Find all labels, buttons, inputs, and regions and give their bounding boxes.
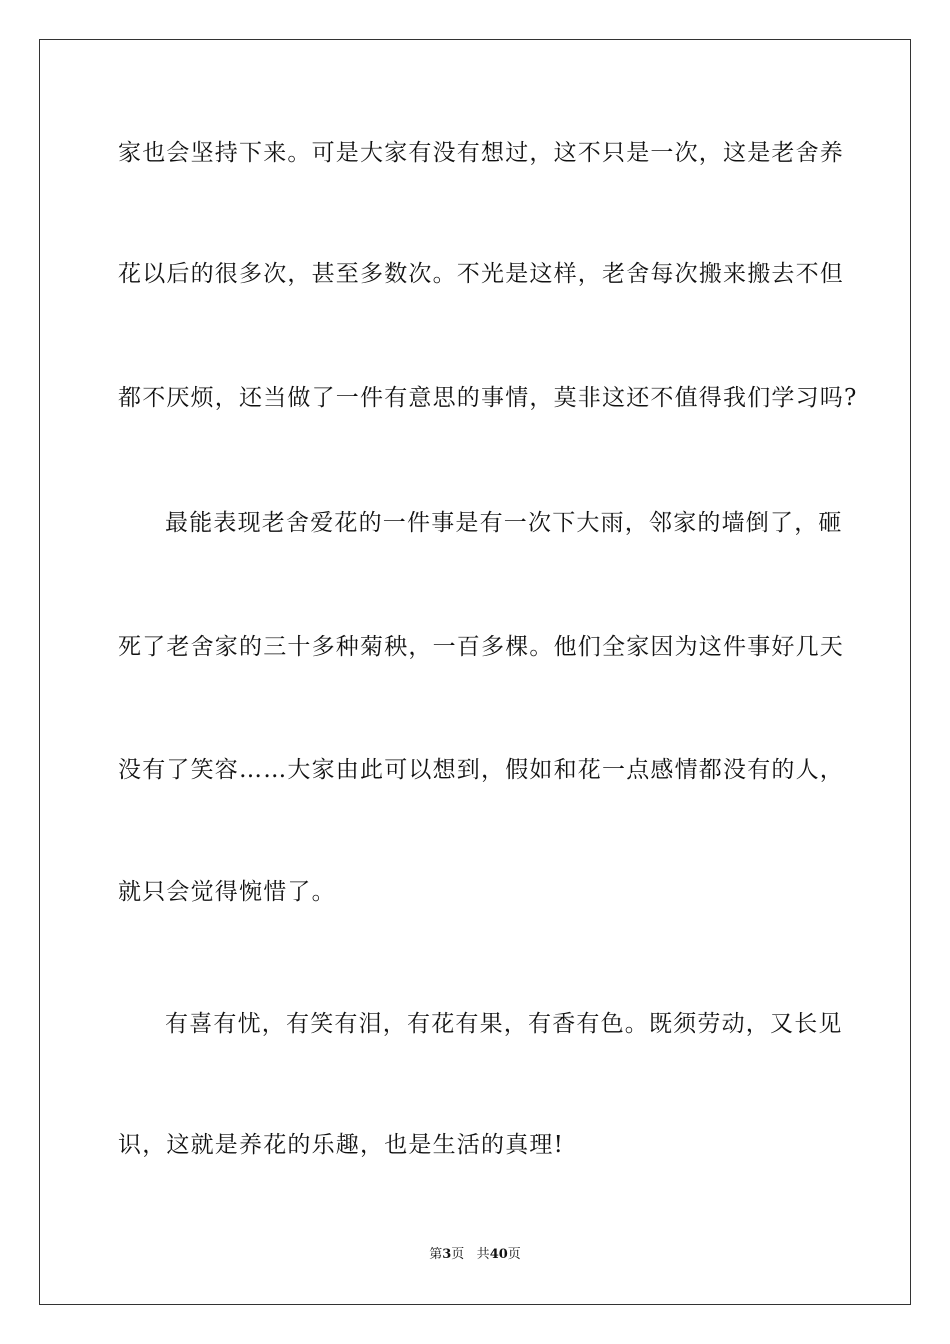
page-footer xyxy=(0,1246,950,1264)
paragraph-line: 最能表现老舍爱花的一件事是有一次下大雨，邻家的墙倒了，砸 xyxy=(165,510,843,536)
paragraph-line: 就只会觉得惋惜了。 xyxy=(118,879,336,905)
paragraph-line: 家也会坚持下来。可是大家有没有想过，这不只是一次，这是老舍养 xyxy=(118,140,844,166)
paragraph-line: 有喜有忧，有笑有泪，有花有果，有香有色。既须劳动，又长见 xyxy=(165,1011,843,1037)
page-suffix: 页 xyxy=(451,1247,465,1262)
paragraph-line: 死了老舍家的三十多种菊秧，一百多棵。他们全家因为这件事好几天 xyxy=(118,634,844,660)
total-suffix: 页 xyxy=(507,1247,521,1262)
paragraph-line: 没有了笑容……大家由此可以想到，假如和花一点感情都没有的人， xyxy=(118,757,844,783)
total-prefix: 共 xyxy=(476,1247,490,1262)
page-frame xyxy=(39,39,911,1305)
page-prefix: 第 xyxy=(429,1247,443,1262)
page-number: 3 xyxy=(442,1247,452,1262)
paragraph-line: 花以后的很多次，甚至多数次。不光是这样，老舍每次搬来搬去不但 xyxy=(118,261,844,287)
total-pages: 40 xyxy=(489,1247,508,1262)
paragraph-line: 都不厌烦，还当做了一件有意思的事情，莫非这还不值得我们学习吗? xyxy=(118,385,858,411)
paragraph-line: 识，这就是养花的乐趣，也是生活的真理! xyxy=(118,1132,565,1158)
